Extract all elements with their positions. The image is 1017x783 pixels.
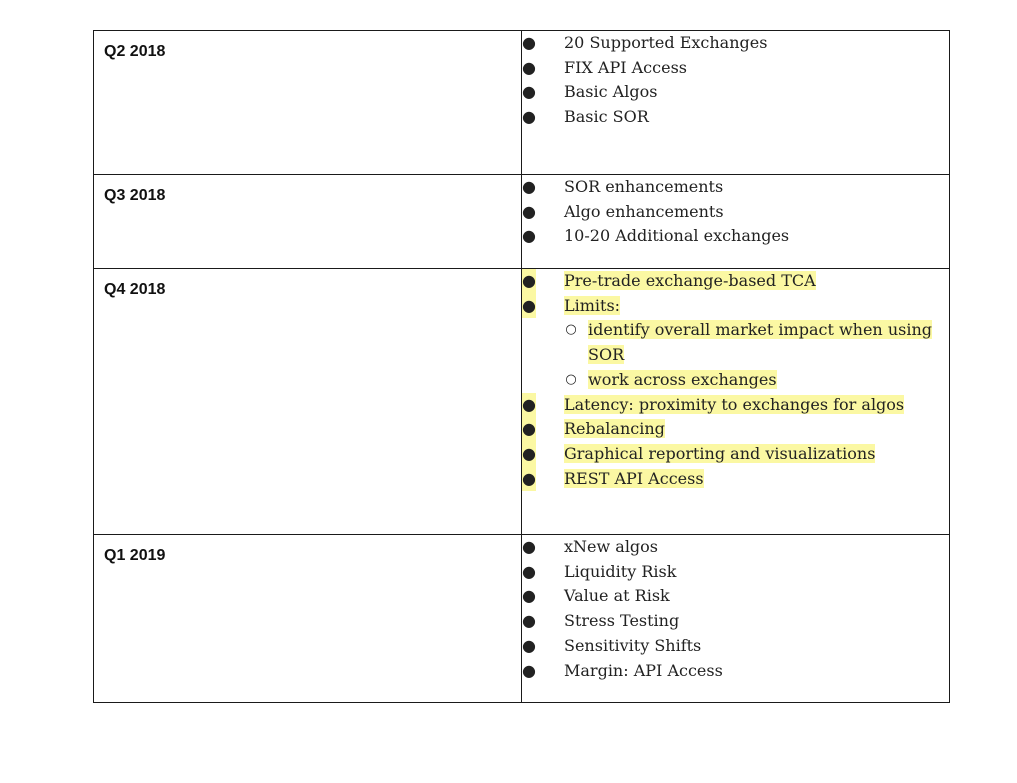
bullet-icon: ● (522, 586, 536, 606)
list-item: ● Sensitivity Shifts (522, 634, 949, 659)
table-row (94, 31, 950, 175)
list-item: ● Margin: API Access (522, 659, 949, 684)
bullet-icon: ● (522, 467, 536, 492)
sub-bullet-list (564, 318, 949, 392)
list-item: ● Basic Algos (522, 80, 949, 105)
items-cell (522, 535, 950, 703)
bullet-icon: ● (522, 269, 536, 294)
roadmap-table (93, 30, 950, 703)
list-item: ● Pre-trade exchange-based TCA (522, 269, 949, 294)
items-cell (522, 31, 950, 175)
list-item: ● 10-20 Additional exchanges (522, 224, 949, 249)
list-item: ● SOR enhancements (522, 175, 949, 200)
list-item: ● 20 Supported Exchanges (522, 31, 949, 56)
bullet-icon: ● (522, 33, 536, 52)
bullet-icon: ● (522, 201, 536, 221)
bullet-list (522, 535, 949, 683)
list-item: ● Latency: proximity to exchanges for algos (522, 393, 949, 418)
list-item: ● xNew algos (522, 535, 949, 560)
table-row (94, 269, 950, 535)
bullet-list (522, 31, 949, 130)
sub-list-item: ○ identify overall market impact when using SOR (565, 320, 932, 365)
bullet-list (522, 175, 949, 249)
bullet-icon: ● (522, 417, 536, 442)
list-item: ● Algo enhancements (522, 200, 949, 225)
table-row (94, 535, 950, 703)
bullet-list (522, 269, 949, 491)
period-label: Q1 2019 (104, 547, 166, 564)
table-row (94, 175, 950, 269)
bullet-icon: ● (522, 57, 536, 77)
list-item: ● Graphical reporting and visualizations (522, 442, 949, 467)
period-label: Q2 2018 (104, 43, 166, 60)
period-cell (94, 535, 522, 703)
bullet-icon: ● (522, 177, 536, 196)
items-cell (522, 175, 950, 269)
bullet-icon: ● (522, 442, 536, 467)
list-item: ● Value at Risk (522, 584, 949, 609)
list-item: ● Stress Testing (522, 609, 949, 634)
list-item: ● Rebalancing (522, 417, 949, 442)
period-cell (94, 269, 522, 535)
bullet-icon: ● (522, 635, 536, 655)
bullet-icon: ● (522, 82, 536, 102)
period-cell (94, 175, 522, 269)
list-item: ● Liquidity Risk (522, 560, 949, 585)
period-cell (94, 31, 522, 175)
list-item: ● REST API Access (522, 467, 949, 492)
period-label: Q3 2018 (104, 187, 166, 204)
list-item: ● Limits: ○ identify overall market impact when using SOR ○ work across exchanges (522, 294, 949, 393)
sub-list-item: ○ work across exchanges (564, 368, 949, 393)
list-item: ● Basic SOR (522, 105, 949, 130)
bullet-icon: ● (522, 537, 536, 556)
bullet-icon: ● (522, 226, 536, 246)
period-label: Q4 2018 (104, 281, 166, 298)
bullet-icon: ● (522, 294, 536, 319)
bullet-icon: ● (522, 561, 536, 581)
items-cell (522, 269, 950, 535)
bullet-icon: ● (522, 611, 536, 631)
bullet-icon: ● (522, 393, 536, 418)
bullet-icon: ● (522, 107, 536, 127)
list-item: ● FIX API Access (522, 56, 949, 81)
bullet-icon: ● (522, 660, 536, 680)
circle-bullet-icon: ○ (565, 322, 577, 338)
circle-bullet-icon: ○ (565, 371, 577, 387)
